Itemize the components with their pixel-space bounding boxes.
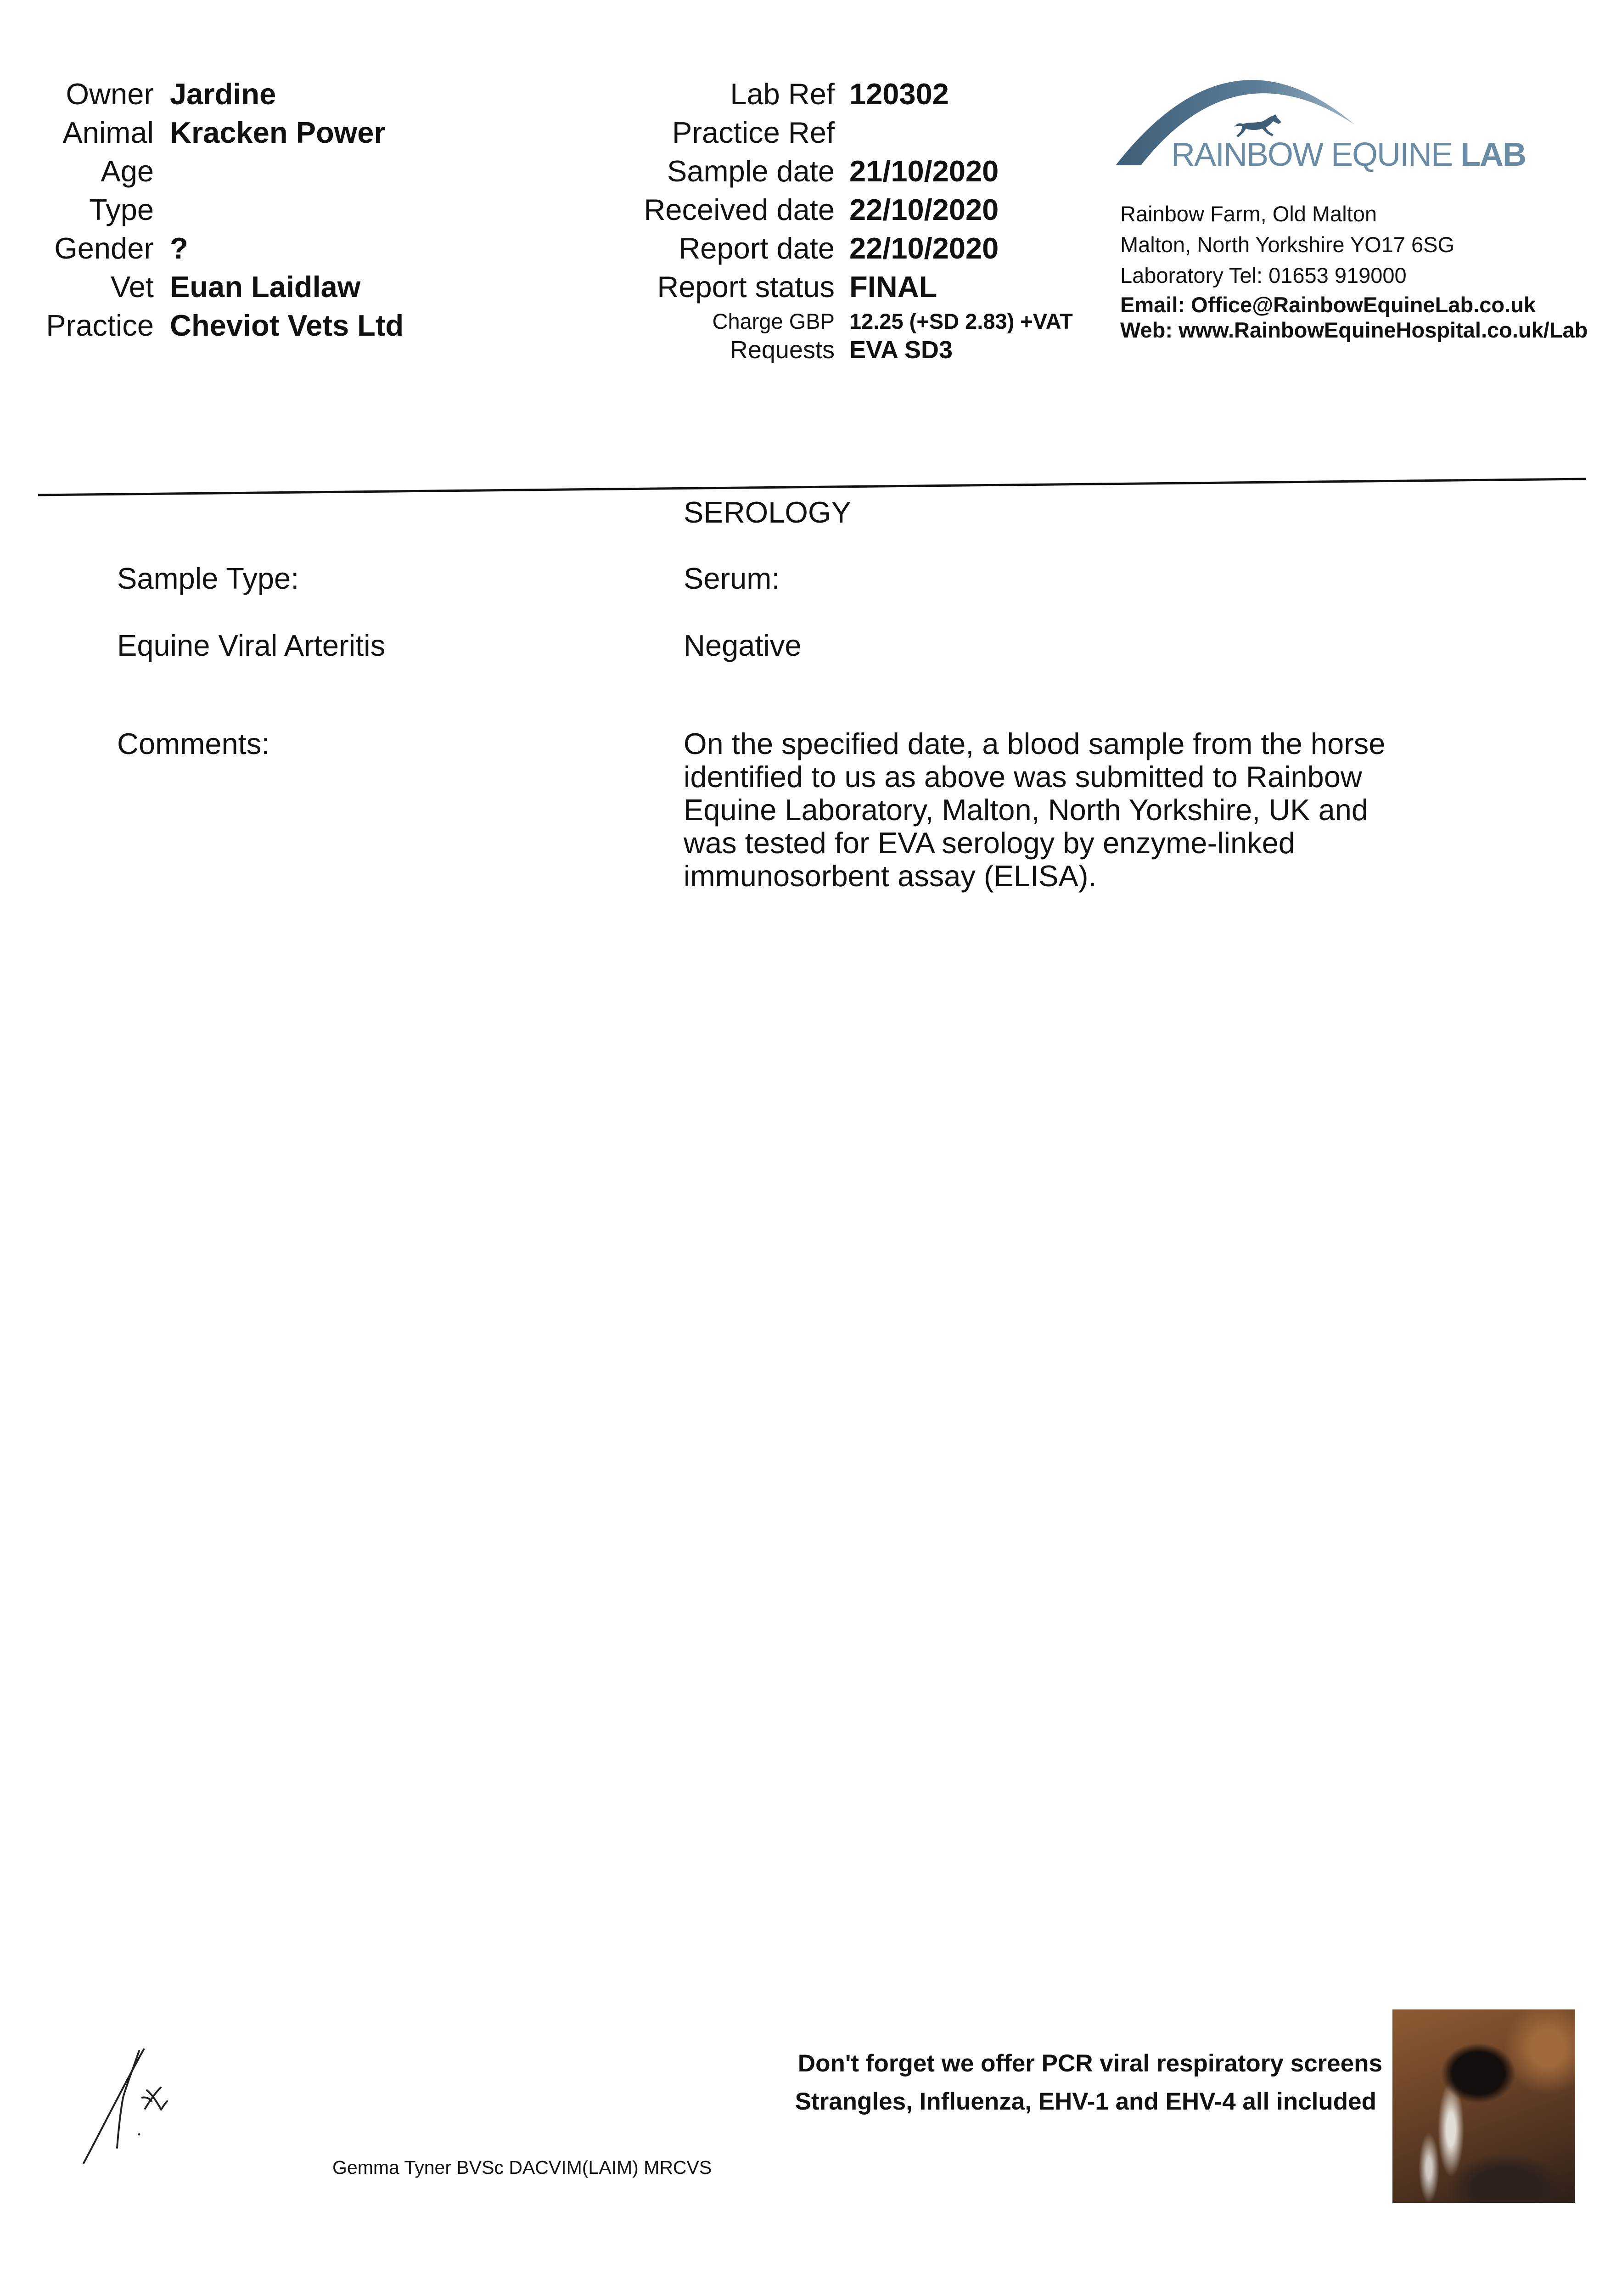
report-date-value: 22/10/2020 <box>849 231 999 265</box>
type-row <box>0 190 404 229</box>
practice-ref-row <box>551 113 1073 152</box>
charge-label: Charge GBP <box>712 309 835 333</box>
promo-line-2: Strangles, Influenza, EHV-1 and EHV-4 all included <box>795 2088 1376 2115</box>
promo-line-1: Don't forget we offer PCR viral respiratory screens <box>797 2050 1382 2077</box>
sample-type-value: Serum: <box>684 562 780 595</box>
practice-label: Practice <box>46 308 154 342</box>
lab-website: Web: www.RainbowEquineHospital.co.uk/Lab <box>1120 317 1588 342</box>
gender-label: Gender <box>54 231 154 265</box>
test-result-value: Negative <box>684 629 802 662</box>
report-status-value: FINAL <box>849 270 937 304</box>
logo-text-bold: LAB <box>1460 136 1526 173</box>
gender-value: ? <box>170 231 188 265</box>
owner-row <box>0 74 404 113</box>
section-title: SEROLOGY <box>684 495 851 529</box>
report-date-label: Report date <box>679 231 835 265</box>
sample-type-label: Sample Type: <box>117 562 299 595</box>
vet-value: Euan Laidlaw <box>170 270 361 304</box>
handwritten-signature <box>78 2039 170 2172</box>
test-name-label: Equine Viral Arteritis <box>117 629 386 662</box>
received-date-row <box>551 190 1073 229</box>
report-date-row <box>551 229 1073 267</box>
lab-telephone: Laboratory Tel: 01653 919000 <box>1120 263 1407 287</box>
sample-date-label: Sample date <box>667 154 835 188</box>
lab-ref-value: 120302 <box>849 77 949 111</box>
gender-row <box>0 229 404 267</box>
signatory-name: Gemma Tyner BVSc DACVIM(LAIM) MRCVS <box>332 2157 712 2178</box>
animal-row <box>0 113 404 152</box>
age-label: Age <box>101 154 154 188</box>
age-row <box>0 152 404 190</box>
practice-ref-label: Practice Ref <box>672 115 835 149</box>
requests-row <box>551 336 1073 364</box>
vet-row <box>0 267 404 306</box>
requests-value: EVA SD3 <box>849 336 953 364</box>
logo-text-regular: RAINBOW EQUINE <box>1171 136 1453 173</box>
animal-value: Kracken Power <box>170 115 386 149</box>
owner-label: Owner <box>66 77 154 111</box>
sample-date-row <box>551 152 1073 190</box>
galloping-horse-icon <box>1235 114 1281 137</box>
lab-logo-wordmark <box>1171 138 1526 171</box>
animal-label: Animal <box>62 115 154 149</box>
comments-text: On the specified date, a blood sample from the horse identified to us as above was submitted to Rainbow Equine Laboratory, Malton, North Yorkshire, UK and was tested for EVA serology by enzyme-linked immunosorbent assay (ELISA). <box>684 727 1386 893</box>
type-label: Type <box>89 192 154 226</box>
requests-label: Requests <box>730 336 835 364</box>
charge-value: 12.25 (+SD 2.83) +VAT <box>849 309 1073 333</box>
vet-label: Vet <box>111 270 154 304</box>
address-line-2: Malton, North Yorkshire YO17 6SG <box>1120 232 1455 257</box>
practice-value: Cheviot Vets Ltd <box>170 308 404 342</box>
address-line-1: Rainbow Farm, Old Malton <box>1120 202 1377 226</box>
practice-row <box>0 306 404 344</box>
lab-email: Email: Office@RainbowEquineLab.co.uk <box>1120 292 1536 317</box>
lab-details <box>551 74 1073 364</box>
comments-label: Comments: <box>117 727 270 760</box>
lab-ref-label: Lab Ref <box>730 77 835 111</box>
received-date-value: 22/10/2020 <box>849 192 999 226</box>
report-status-label: Report status <box>657 270 835 304</box>
owner-value: Jardine <box>170 77 276 111</box>
charge-row <box>551 306 1073 336</box>
received-date-label: Received date <box>644 192 835 226</box>
lab-ref-row <box>551 74 1073 113</box>
horse-muzzle-photo <box>1392 2009 1575 2203</box>
sample-date-value: 21/10/2020 <box>849 154 999 188</box>
report-status-row <box>551 267 1073 306</box>
animal-details <box>0 74 404 344</box>
lab-address <box>1120 198 1588 341</box>
